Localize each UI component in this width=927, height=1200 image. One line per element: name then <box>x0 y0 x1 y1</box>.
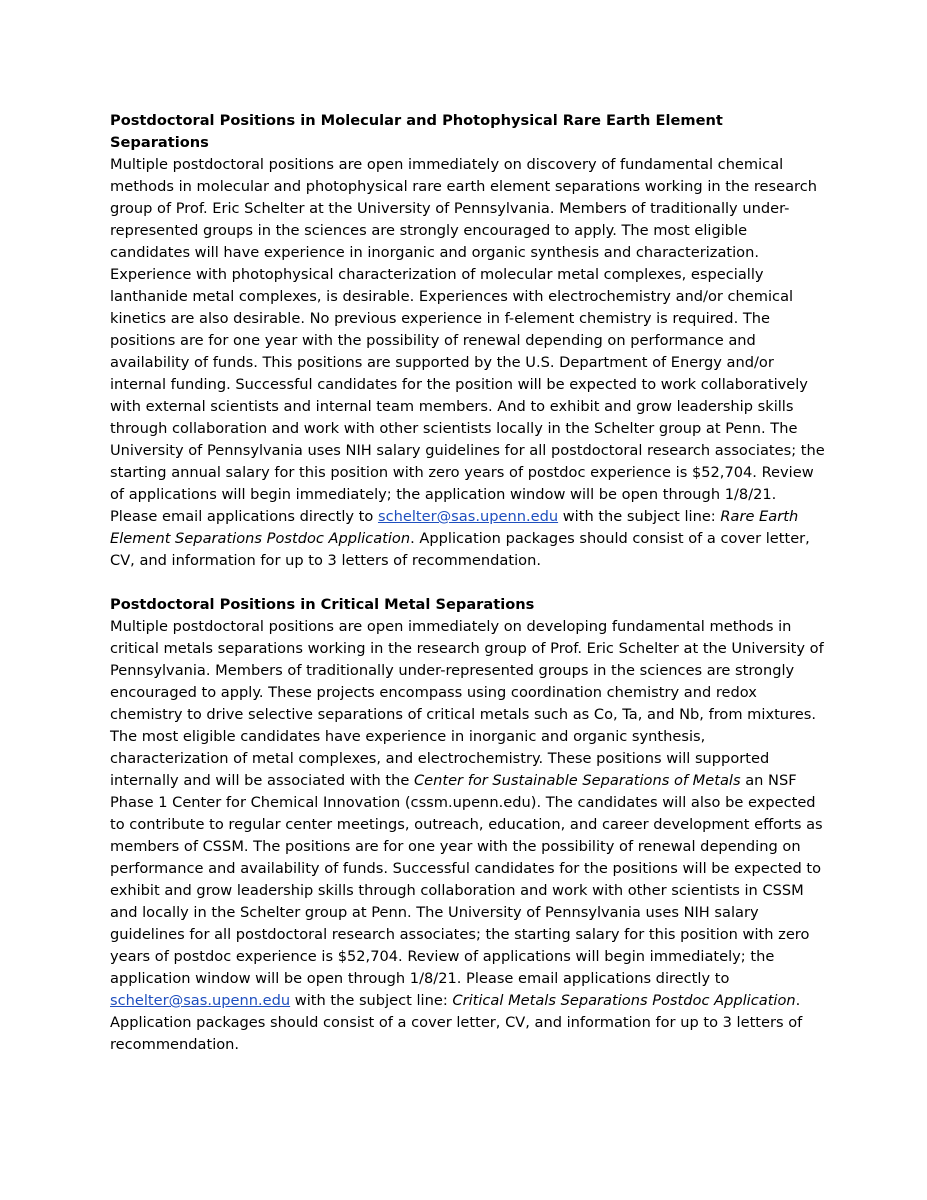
section-body-text: . Application packages should consist of a cover letter, CV, and information for up to 3 letters of recommendation. <box>110 992 803 1053</box>
email-subject-line: Rare Earth Element Separations Postdoc Application <box>110 508 799 547</box>
section-heading: Postdoctoral Positions in Critical Metal Separations <box>110 596 535 613</box>
document-page <box>110 110 825 1056</box>
section-body-text: . Application packages should consist of a cover letter, CV, and information for up to 3 letters of recommendation. <box>110 530 810 569</box>
section-body-text: Multiple postdoctoral positions are open immediately on discovery of fundamental chemical methods in molecular and photophysical rare earth element separations working in the research group of Prof. Eric Schelter at the University of Pennsylvania. Members of traditionally under-represented groups in the sciences are strongly encouraged to apply. The most eligible candidates will have experience in inorganic and organic synthesis and characterization. Experience with photophysical characterization of molecular metal complexes, especially lanthanide metal complexes, is desirable. Experiences with electrochemistry and/or chemical kinetics are also desirable. No previous experience in f-element chemistry is required. The positions are for one year with the possibility of renewal depending on performance and availability of funds. This positions are supported by the U.S. Department of Energy and/or internal funding. Successful candidates for the position will be expected to work collaboratively with external scientists and internal team members. And to exhibit and grow leadership skills through collaboration and work with other scientists locally in the Schelter group at Penn. The University of Pennsylvania uses NIH salary guidelines for all postdoctoral research associates; the starting annual salary for this position with zero years of postdoc experience is $52,704. Review of applications will begin immediately; the application window will be open through 1/8/21. Please email applications directly to <box>110 156 825 525</box>
section-rare-earth <box>110 110 825 572</box>
section-critical-metals <box>110 594 825 1056</box>
section-body-text: Multiple postdoctoral positions are open immediately on developing fundamental methods in critical metals separations working in the research group of Prof. Eric Schelter at the University of Pennsylvania. Members of traditionally under-represented groups in the sciences are strongly encouraged to apply. These projects encompass using coordination chemistry and redox chemistry to drive selective separations of critical metals such as Co, Ta, and Nb, from mixtures. The most eligible candidates have experience in inorganic and organic synthesis, characterization of metal complexes, and electrochemistry. These positions will supported internally and will be associated with the <box>110 618 824 789</box>
email-link[interactable]: schelter@sas.upenn.edu <box>377 508 559 525</box>
section-heading: Postdoctoral Positions in Molecular and Photophysical Rare Earth Element Separations <box>110 112 723 151</box>
section-body-text: an NSF Phase 1 Center for Chemical Innovation (cssm.upenn.edu). The candidates will also be expected to contribute to regular center meetings, outreach, education, and career development efforts as members of CSSM. The positions are for one year with the possibility of renewal depending on performance and availability of funds. Successful candidates for the positions will be expected to exhibit and grow leadership skills through collaboration and work with other scientists in CSSM and locally in the Schelter group at Penn. The University of Pennsylvania uses NIH salary guidelines for all postdoctoral research associates; the starting salary for this position with zero years of postdoc experience is $52,704. Review of applications will begin immediately; the application window will be open through 1/8/21. Please email applications directly to <box>110 772 823 987</box>
email-subject-line: Critical Metals Separations Postdoc Application <box>452 992 796 1009</box>
section-body-text: with the subject line: <box>558 508 721 525</box>
center-name: Center for Sustainable Separations of Metals <box>413 772 741 789</box>
email-link[interactable]: schelter@sas.upenn.edu <box>110 992 291 1009</box>
section-body-text: with the subject line: <box>290 992 453 1009</box>
